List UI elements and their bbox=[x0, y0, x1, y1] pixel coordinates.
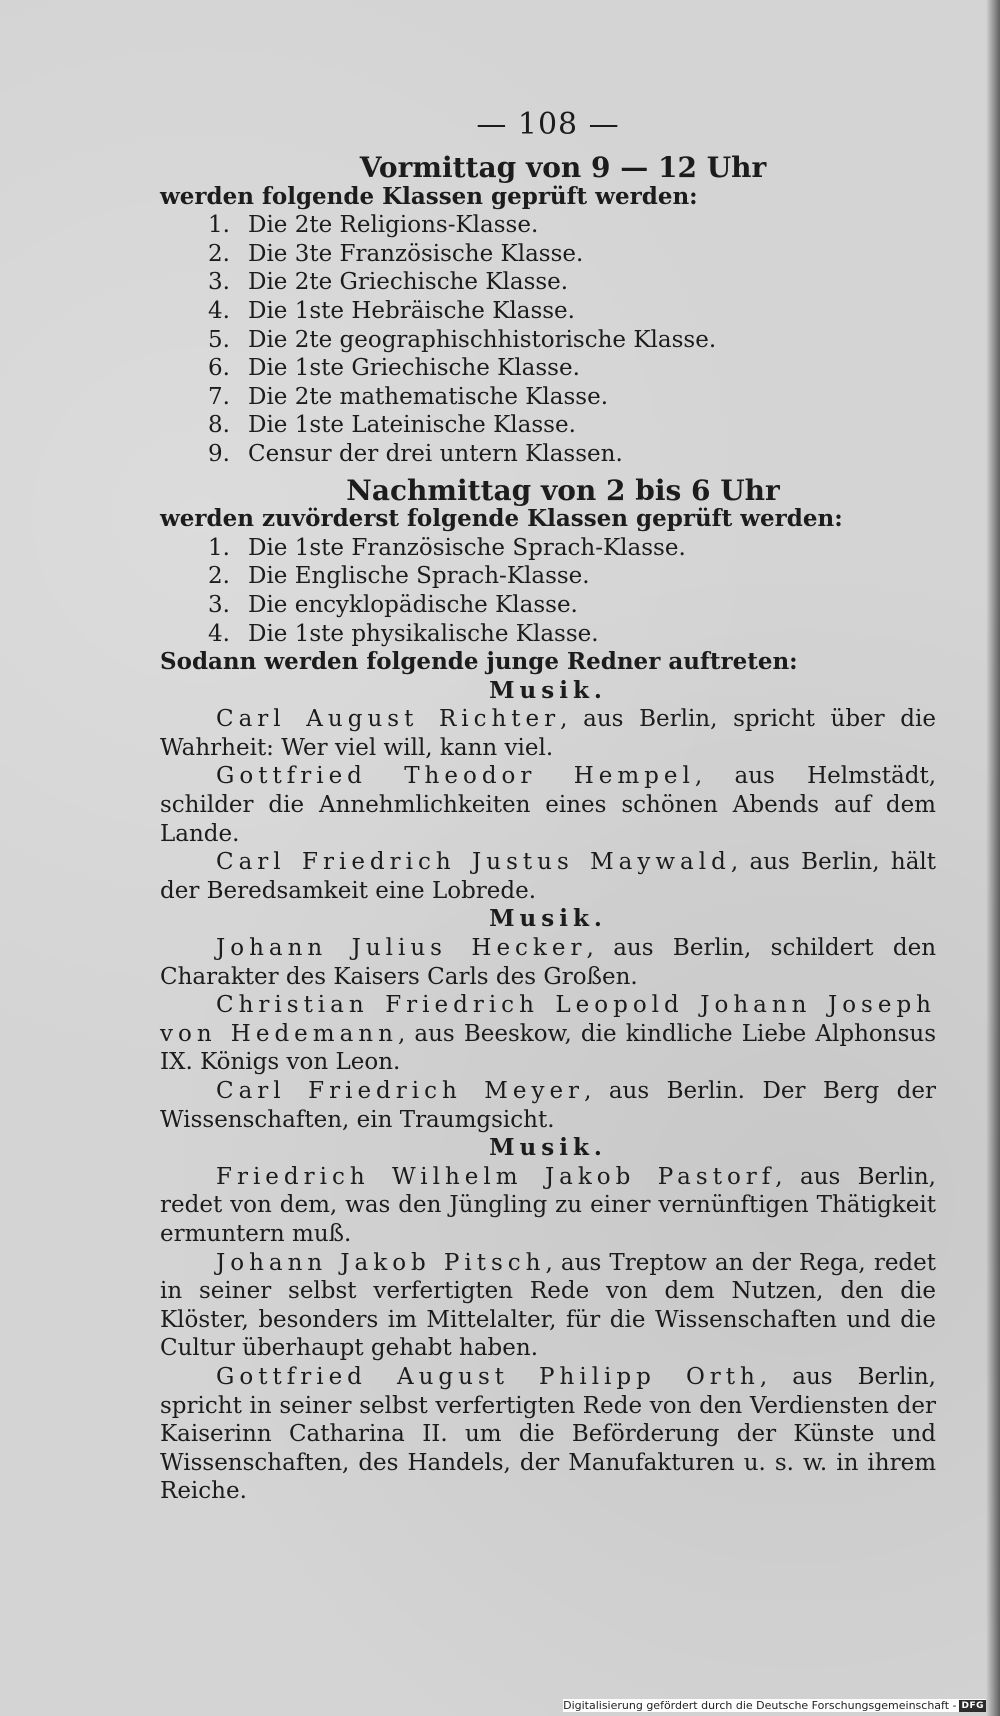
speaker-entry bbox=[160, 934, 936, 991]
speaker-description: , aus Berlin, spricht in seiner selbst verfertigten Rede von den Verdiensten der Kaiserinn Catharina II. um die Beförderung der Künste und Wissenschaften, des Handels, der Manufakturen u. s. w. in ihrem Reiche. bbox=[160, 1363, 936, 1505]
footer-credit-text: Digitalisierung gefördert durch die Deutsche Forschungsgemeinschaft - bbox=[563, 1699, 957, 1712]
speaker-name: Christian Friedrich Leopold Johann Joseph von Hedemann bbox=[160, 992, 936, 1047]
speaker-name: Gottfried Theodor Hempel bbox=[216, 763, 695, 790]
list-item bbox=[160, 411, 936, 440]
musik-label: Musik. bbox=[489, 905, 607, 933]
speaker-name: Carl Friedrich Meyer bbox=[216, 1078, 585, 1104]
speaker-description: , aus Berlin, redet von dem, was den Jüngling zu einer vernünftigen Thätigkeit ermuntern muß. bbox=[160, 1163, 936, 1247]
list-item-number: 1. bbox=[208, 534, 230, 561]
speaker-entry bbox=[160, 705, 936, 762]
list-item-text: Die 1ste Lateinische Klasse. bbox=[248, 412, 576, 439]
list-item bbox=[160, 211, 936, 240]
list-item-number: 8. bbox=[208, 412, 230, 439]
speaker-name: Gottfried August Philipp Orth bbox=[216, 1363, 760, 1390]
speaker-name: Carl August Richter bbox=[216, 706, 561, 733]
list-item-number: 4. bbox=[208, 297, 230, 324]
digitization-footer bbox=[563, 1699, 986, 1712]
list-item bbox=[160, 297, 936, 326]
list-item-number: 3. bbox=[208, 591, 230, 618]
speaker-description: , aus Berlin, spricht über die Wahrheit: Wer viel will, kann viel. bbox=[160, 706, 936, 761]
page-text bbox=[160, 96, 936, 1506]
list-item-number: 6. bbox=[208, 355, 230, 382]
list-item-text: Die 2te Religions-Klasse. bbox=[248, 212, 539, 239]
list-item-text: Die 2te mathematische Klasse. bbox=[248, 383, 609, 410]
speaker-description: , aus Berlin, hält der Beredsamkeit eine Lobrede. bbox=[160, 849, 937, 904]
list-item bbox=[160, 591, 936, 620]
afternoon-heading: Nachmittag von 2 bis 6 Uhr bbox=[346, 473, 780, 507]
list-item-text: Die 1ste Hebräische Klasse. bbox=[248, 297, 575, 324]
speaker-description: , aus Berlin. Der Berg der Wissenschaften, ein Traumgsicht. bbox=[160, 1078, 936, 1133]
list-item bbox=[160, 534, 936, 563]
speakers-intro: Sodann werden folgende junge Redner auftreten: bbox=[160, 648, 798, 676]
morning-intro: werden folgende Klassen geprüft werden: bbox=[160, 182, 698, 210]
list-item-number: 7. bbox=[208, 383, 230, 410]
list-item-text: Die encyklopädische Klasse. bbox=[248, 591, 578, 618]
list-item-text: Die 1ste physikalische Klasse. bbox=[248, 620, 599, 647]
list-item bbox=[160, 440, 936, 469]
speaker-entry bbox=[160, 1363, 936, 1506]
speaker-name: Carl Friedrich Justus Maywald bbox=[216, 849, 731, 876]
list-item-number: 4. bbox=[208, 620, 230, 647]
afternoon-exam-list bbox=[160, 534, 936, 648]
list-item-number: 1. bbox=[208, 212, 230, 239]
list-item bbox=[160, 620, 936, 649]
list-item bbox=[160, 240, 936, 269]
list-item bbox=[160, 268, 936, 297]
musik-label: Musik. bbox=[489, 1134, 607, 1162]
speaker-entry bbox=[160, 1077, 936, 1134]
list-item-number: 3. bbox=[208, 269, 230, 296]
list-item-text: Die 1ste Griechische Klasse. bbox=[248, 355, 580, 382]
list-item bbox=[160, 326, 936, 355]
speaker-entry bbox=[160, 1249, 936, 1363]
speaker-name: Johann Julius Hecker bbox=[216, 935, 587, 962]
speaker-entry bbox=[160, 991, 936, 1077]
afternoon-intro: werden zuvörderst folgende Klassen geprüft werden: bbox=[160, 505, 843, 533]
list-item-text: Die 3te Französische Klasse. bbox=[248, 240, 584, 267]
list-item-text: Die 2te geographischhistorische Klasse. bbox=[248, 326, 717, 353]
page-number: — 108 — bbox=[476, 107, 620, 142]
speaker-entry bbox=[160, 1163, 936, 1249]
speaker-entry bbox=[160, 762, 936, 848]
list-item-number: 2. bbox=[208, 240, 230, 267]
speaker-entry bbox=[160, 848, 936, 905]
list-item bbox=[160, 354, 936, 383]
speaker-description: , aus Treptow an der Rega, redet in seiner selbst verfertigten Rede von dem Nutzen, den die Klöster, besonders im Mittelalter, für die Wissenschaften und die Cultur überhaupt gehabt haben. bbox=[160, 1249, 937, 1362]
musik-label: Musik. bbox=[489, 676, 607, 704]
speaker-description: , aus Helmstädt, schilder die Annehmlichkeiten eines schönen Abends auf dem Lande. bbox=[160, 763, 936, 847]
speaker-description: , aus Beeskow, die kindliche Liebe Alphonsus IX. Königs von Leon. bbox=[160, 1020, 936, 1076]
list-item bbox=[160, 562, 936, 591]
morning-heading: Vormittag von 9 — 12 Uhr bbox=[359, 151, 767, 184]
list-item-text: Die 1ste Französische Sprach-Klasse. bbox=[248, 534, 686, 561]
speaker-name: Friedrich Wilhelm Jakob Pastorf bbox=[216, 1163, 776, 1190]
list-item-number: 5. bbox=[208, 326, 230, 353]
morning-exam-list bbox=[160, 211, 936, 468]
speaker-description: , aus Berlin, schildert den Charakter des Kaisers Carls des Großen. bbox=[160, 935, 937, 990]
dfg-logo: DFG bbox=[961, 1700, 984, 1711]
list-item-number: 9. bbox=[208, 440, 230, 467]
list-item-text: Censur der drei untern Klassen. bbox=[248, 440, 623, 467]
list-item-text: Die Englische Sprach-Klasse. bbox=[248, 563, 590, 590]
speaker-name: Johann Jakob Pitsch bbox=[216, 1249, 546, 1276]
list-item-text: Die 2te Griechische Klasse. bbox=[248, 269, 569, 296]
list-item bbox=[160, 383, 936, 412]
list-item-number: 2. bbox=[208, 563, 230, 590]
